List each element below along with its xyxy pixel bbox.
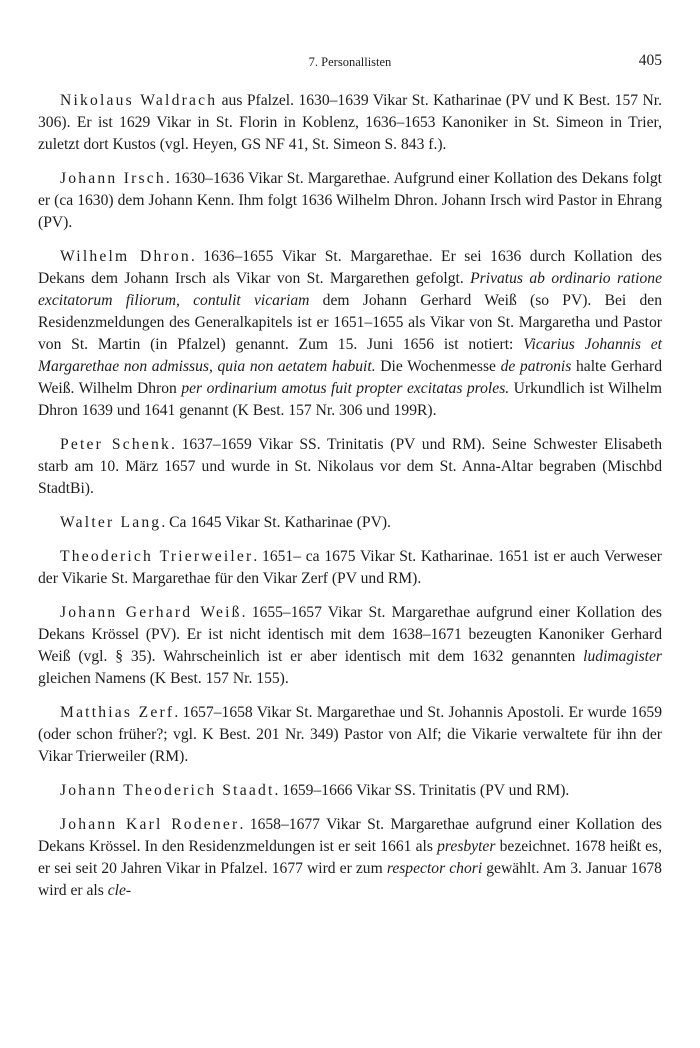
entry-person-name: Theoderich Trierweiler — [60, 548, 254, 565]
entry-text: . 1659–1666 Vikar SS. Trinitatis (PV und RM). — [274, 782, 570, 799]
entry-text: bezeichnet. 1678 heißt es, er sei seit 20 Jahren Vikar in Pfalzel. 1677 wird er zum — [38, 838, 662, 877]
entry-latin-quote: ludimagister — [583, 648, 662, 665]
entry-text: . 1651– ca 1675 Vikar St. Katharinae. 1651 ist er auch Verweser der Vikarie St. Margarethae für den Vikar Zerf (PV und RM). — [38, 548, 662, 587]
entry-latin-quote: per ordinarium amotus fuit propter excitatas proles. — [181, 380, 510, 397]
register-entry — [38, 814, 662, 902]
entry-list — [38, 90, 662, 914]
entry-person-name: Nikolaus Waldrach — [60, 92, 218, 109]
entry-text: . 1636–1655 Vikar St. Margarethae. Er sei 1636 durch Kollation des Dekans dem Johann Irsch als Vikar von St. Margarethen gefolgt. — [38, 248, 662, 287]
entry-person-name: Walter Lang — [60, 514, 162, 531]
running-head-section-title: 7. Personallisten — [308, 55, 392, 69]
entry-text: aus Pfalzel. 1630–1639 Vikar St. Katharinae (PV und K Best. 157 Nr. 306). Er ist 1629 Vikar in St. Florin in Koblenz, 1636–1653 Kanoniker in St. Simeon in Trier, zuletzt dort Kustos (vgl. Heyen, GS NF 41, St. Simeon S. 843 f.). — [38, 92, 662, 153]
entry-text: . 1658–1677 Vikar St. Margarethae aufgrund einer Kollation des Dekans Krössel. In den Residenzmeldungen ist er seit 1661 als — [38, 816, 662, 855]
entry-latin-quote: Privatus ab ordinario ratione excitatorum filiorum, contulit vicariam — [38, 270, 662, 309]
entry-text: . 1657–1658 Vikar St. Margarethae und St. Johannis Apostoli. Er wurde 1659 (oder schon früher?; vgl. K Best. 201 Nr. 349) Pastor von Alf; die Vikarie verwaltete für ihn der Vikar Trierweiler (RM). — [38, 704, 663, 765]
entry-person-name: Johann Theoderich Staadt — [60, 782, 275, 799]
entry-latin-quote: cle- — [107, 882, 132, 899]
entry-person-name: Johann Gerhard Weiß — [60, 604, 242, 621]
register-entry — [38, 546, 662, 590]
entry-text: Die Wochenmesse — [375, 358, 501, 375]
entry-text: . 1630–1636 Vikar St. Margarethae. Aufgrund einer Kollation des Dekans folgt er (ca 1630) dem Johann Kenn. Ihm folgt 1636 Wilhelm Dhron. Johann Irsch wird Pastor in Ehrang (PV). — [38, 170, 662, 231]
entry-person-name: Johann Karl Rodener — [60, 816, 240, 833]
entry-text: gleichen Namens (K Best. 157 Nr. 155). — [38, 670, 289, 687]
register-entry — [38, 602, 662, 690]
entry-person-name: Peter Schenk — [60, 436, 172, 453]
entry-text: halte Gerhard Weiß. Wilhelm Dhron — [38, 358, 662, 397]
entry-text: . Ca 1645 Vikar St. Katharinae (PV). — [161, 514, 391, 531]
entry-person-name: Wilhelm Dhron — [60, 248, 191, 265]
running-head — [38, 52, 662, 76]
entry-text: dem Johann Gerhard Weiß (so PV). Bei den Residenzmeldungen des Generalkapitels ist er 1651–1655 als Vikar von St. Margaretha und Pastor von St. Martin (in Pfalzel) genannt. Zum 15. Juni 1656 ist notiert: — [38, 292, 662, 353]
entry-latin-quote: respector chori — [386, 860, 483, 877]
entry-person-name: Matthias Zerf — [60, 704, 175, 721]
page-number: 405 — [638, 52, 662, 69]
entry-latin-quote: de patronis — [500, 358, 572, 375]
register-entry — [38, 512, 662, 534]
entry-text: . 1655–1657 Vikar St. Margarethae aufgrund einer Kollation des Dekans Krössel (PV). Er ist nicht identisch mit dem 1638–1671 bezeugten Kanoniker Gerhard Weiß (vgl. § 35). Wahrscheinlich ist er aber identisch mit dem 1632 genannten — [38, 604, 662, 665]
register-entry — [38, 434, 662, 500]
register-entry — [38, 90, 662, 156]
entry-person-name: Johann Irsch — [60, 170, 166, 187]
register-entry — [38, 702, 662, 768]
register-entry — [38, 168, 662, 234]
entry-latin-quote: Vicarius Johannis et Margarethae non admissus, quia non aetatem habuit. — [38, 336, 662, 375]
entry-text: gewählt. Am 3. Januar 1678 wird er als — [38, 860, 662, 899]
entry-text: Urkundlich ist Wilhelm Dhron 1639 und 1641 genannt (K Best. 157 Nr. 306 und 199R). — [38, 380, 662, 419]
register-entry — [38, 246, 662, 422]
register-entry — [38, 780, 662, 802]
entry-latin-quote: presbyter — [437, 838, 496, 855]
entry-text: . 1637–1659 Vikar SS. Trinitatis (PV und RM). Seine Schwester Elisabeth starb am 10. März 1657 und wurde in St. Nikolaus vor dem St. Anna-Altar begraben (Mischbd StadtBi). — [38, 436, 662, 497]
